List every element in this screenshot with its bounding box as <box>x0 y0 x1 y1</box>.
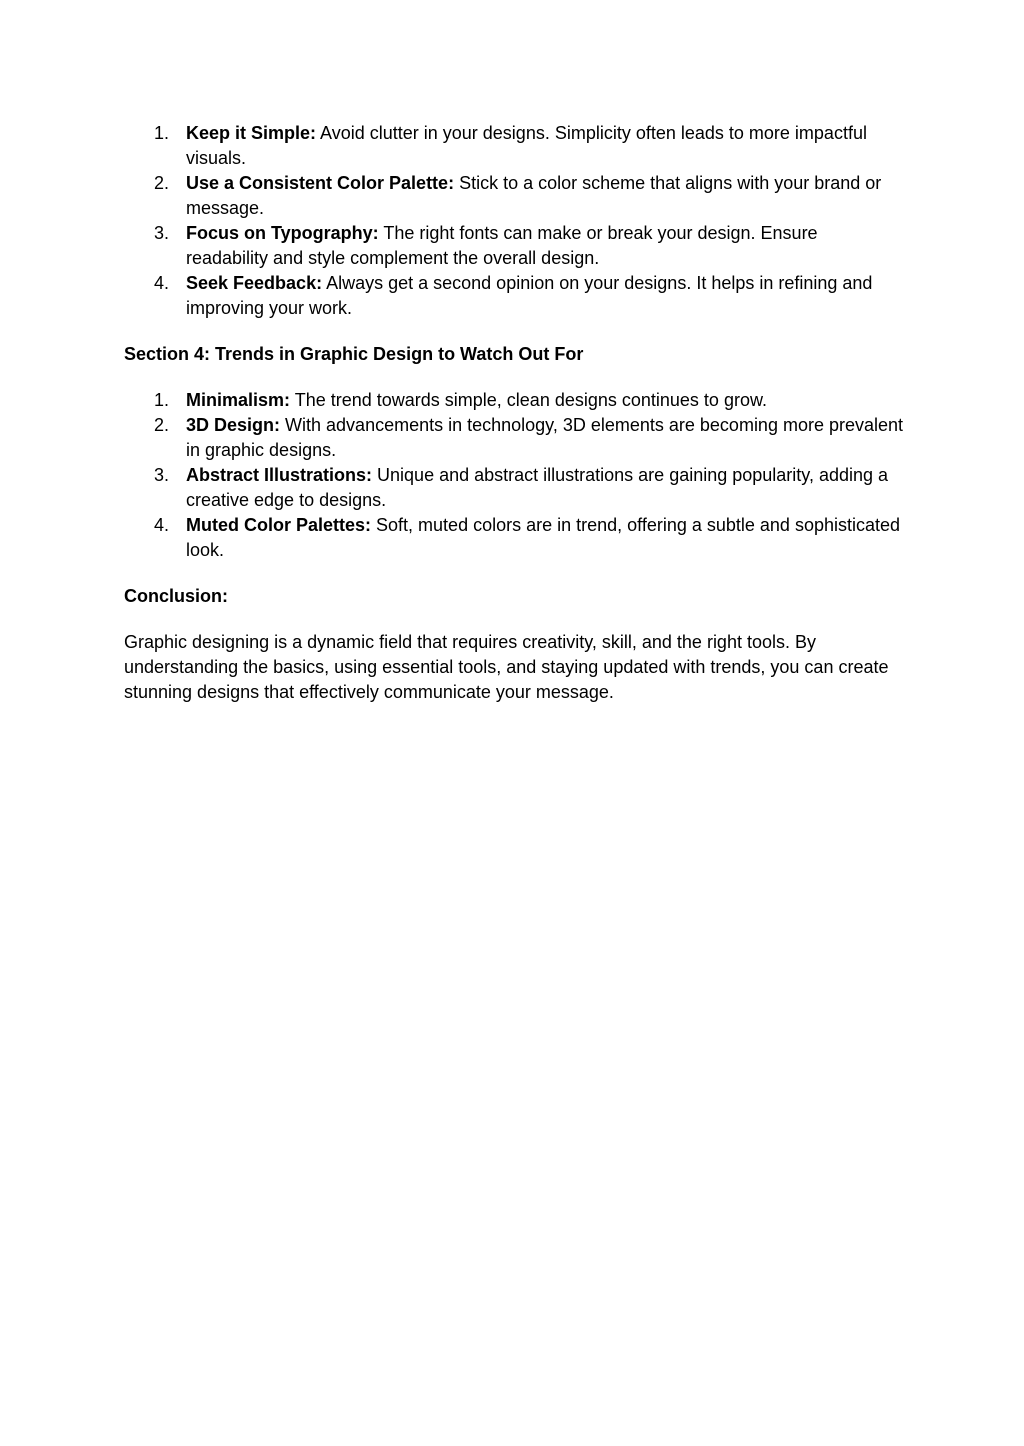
list-term: Seek Feedback: <box>186 273 323 293</box>
list-number: 3. <box>154 223 170 243</box>
list-number: 4. <box>154 515 170 535</box>
list-text: Always get a second opinion on your designs. It helps in refining and improving your work. <box>186 273 873 318</box>
list-text: The trend towards simple, clean designs continues to grow. <box>290 390 767 410</box>
list-number: 3. <box>154 465 170 485</box>
list-number: 1. <box>154 390 170 410</box>
list-item <box>124 221 904 271</box>
list-text: Unique and abstract illustrations are gaining popularity, adding a creative edge to designs. <box>186 465 889 510</box>
list-term: 3D Design: <box>186 415 281 435</box>
document-page <box>124 121 904 705</box>
list-number: 1. <box>154 123 170 143</box>
section-4-heading: Section 4: Trends in Graphic Design to Watch Out For <box>124 344 584 364</box>
trends-list <box>124 388 904 563</box>
list-number: 4. <box>154 273 170 293</box>
list-text: The right fonts can make or break your design. Ensure readability and style complement the overall design. <box>186 223 818 268</box>
list-term: Abstract Illustrations: <box>186 465 373 485</box>
list-term: Keep it Simple: <box>186 123 317 143</box>
list-item <box>124 271 904 321</box>
list-term: Muted Color Palettes: <box>186 515 372 535</box>
list-item <box>124 171 904 221</box>
list-term: Minimalism: <box>186 390 291 410</box>
list-text: Soft, muted colors are in trend, offering a subtle and sophisticated look. <box>186 515 901 560</box>
tips-list <box>124 121 904 321</box>
list-item <box>124 388 904 413</box>
list-text: With advancements in technology, 3D elements are becoming more prevalent in graphic designs. <box>186 415 904 460</box>
list-term: Use a Consistent Color Palette: <box>186 173 455 193</box>
list-number: 2. <box>154 415 170 435</box>
list-item <box>124 513 904 563</box>
list-item <box>124 121 904 171</box>
list-term: Focus on Typography: <box>186 223 379 243</box>
list-item <box>124 413 904 463</box>
conclusion-heading: Conclusion: <box>124 586 228 606</box>
list-text: Avoid clutter in your designs. Simplicity often leads to more impactful visuals. <box>186 123 867 168</box>
list-text: Stick to a color scheme that aligns with your brand or message. <box>186 173 882 218</box>
list-item <box>124 463 904 513</box>
conclusion-paragraph: Graphic designing is a dynamic field that requires creativity, skill, and the right tools. By understanding the basics, using essential tools, and staying updated with trends, you can create stunning designs that effectively communicate your message. <box>124 632 889 702</box>
list-number: 2. <box>154 173 170 193</box>
